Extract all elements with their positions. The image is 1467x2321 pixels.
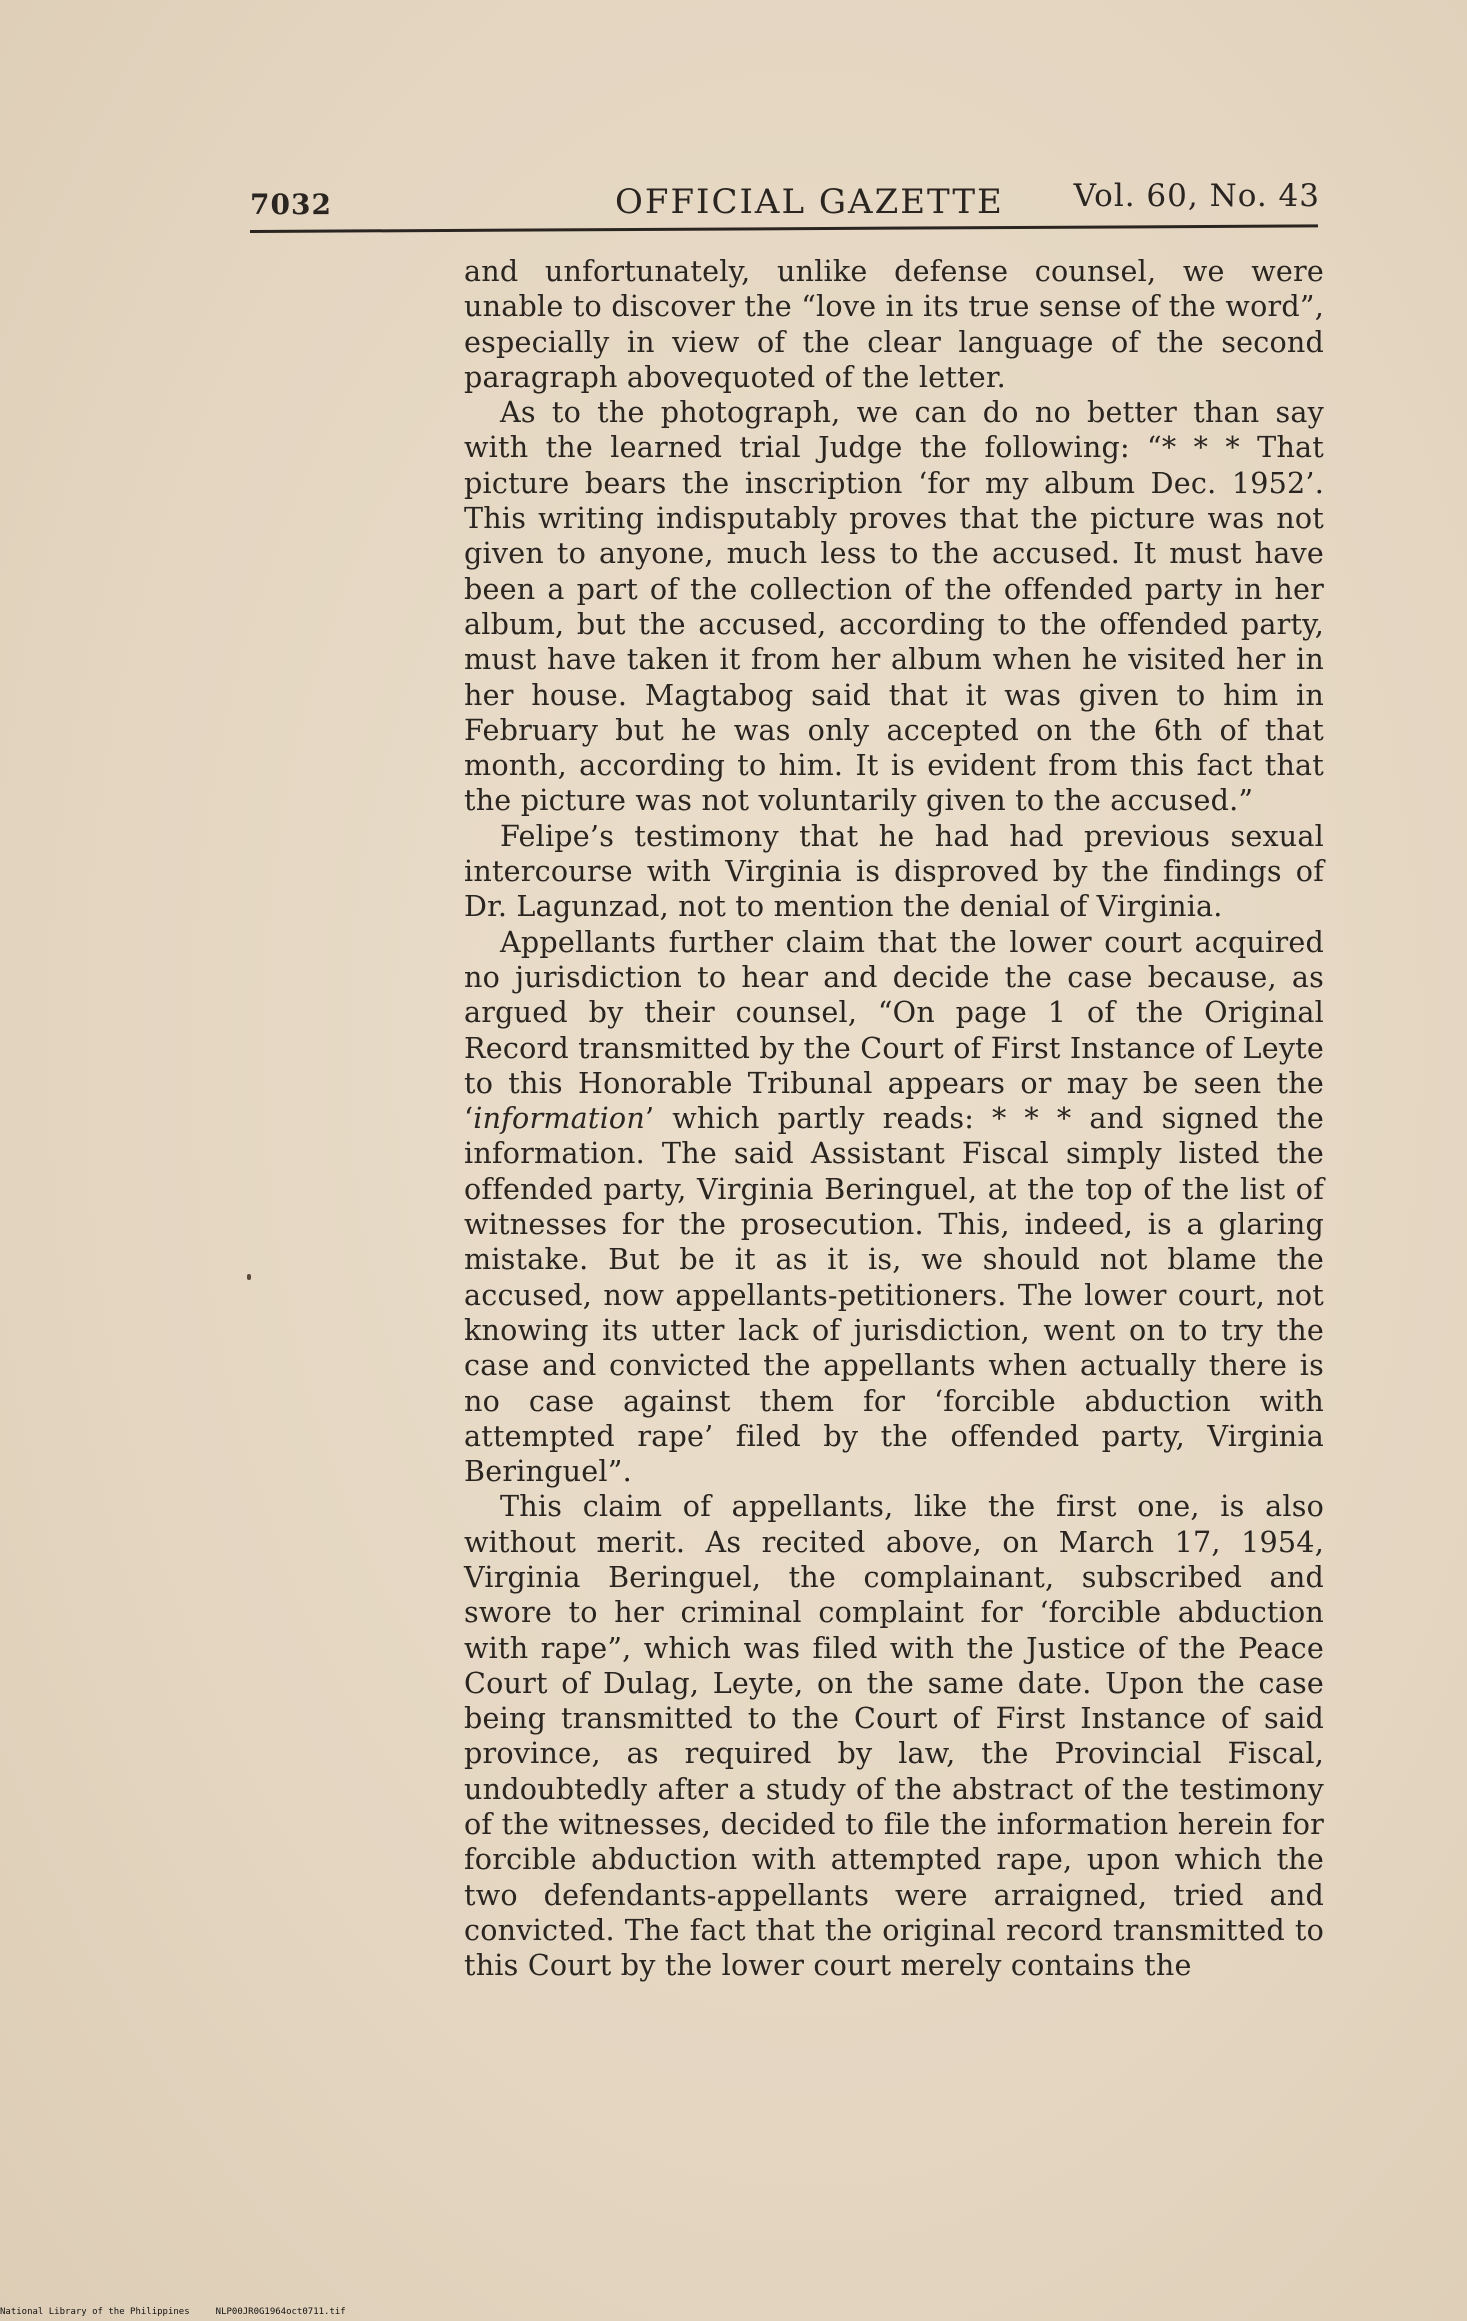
article-body bbox=[464, 254, 1324, 1984]
paragraph-2: As to the photograph, we can do no better than say with the learned trial Judge the following: “* * * That picture bears the inscription ‘for my album Dec. 1952’. This writing indisputably proves that the picture was not given to anyone, much less to the accused. It must have been a part of the collection of the offended party in her album, but the accused, according to the offended party, must have taken it from her album when he visited her in her house. Magtabog said that it was given to him in February but he was only accepted on the 6th of that month, according to him. It is evident from this fact that the picture was not voluntarily given to the accused.” bbox=[464, 395, 1324, 818]
paragraph-4-italic: information bbox=[473, 1101, 645, 1136]
paragraph-4-part-2: ’ which partly reads: * * * and signed the information. The said Assistant Fiscal simply listed the offended party, Virginia Beringuel, at the top of the list of witnesses for the prosecution. This, indeed, is a glaring mistake. But be it as it is, we should not blame the accused, now appellants-petitioners. The lower court, not knowing its utter lack of jurisdiction, went on to try the case and convicted the appellants when actually there is no case against them for ‘forcible abduction with attempted rape’ filed by the offended party, Virginia Beringuel”. bbox=[464, 1101, 1324, 1489]
scan-filename: NLP00JR0G1964oct0711.tif bbox=[215, 2307, 346, 2317]
scan-speck bbox=[247, 1274, 251, 1280]
paragraph-4-part-1: Appellants further claim that the lower court acquired no jurisdiction to hear and decide the case because, as argued by their counsel, “On page 1 of the Original Record transmitted by the Court of First Instance of Leyte to this Honorable Tribunal appears or may be seen the ‘ bbox=[464, 924, 1324, 1136]
paragraph-1: and unfortunately, unlike defense counsel, we were unable to discover the “love in its true sense of the word”, especially in view of the clear language of the second paragraph abovequoted of the letter. bbox=[464, 254, 1324, 394]
scan-footer bbox=[0, 2307, 372, 2317]
paragraph-3: Felipe’s testimony that he had had previous sexual intercourse with Virginia is disproved by the findings of Dr. Lagunzad, not to mention the denial of Virginia. bbox=[464, 818, 1324, 924]
paragraph-5: This claim of appellants, like the first one, is also without merit. As recited above, on March 17, 1954, Virginia Beringuel, the complainant, subscribed and swore to her criminal complaint for ‘forcible abduction with rape”, which was filed with the Justice of the Peace Court of Dulag, Leyte, on the same date. Upon the case being transmitted to the Court of First Instance of said province, as required by law, the Provincial Fiscal, undoubtedly after a study of the abstract of the testimony of the witnesses, decided to file the information herein for forcible abduction with attempted rape, upon which the two defendants-appellants were arraigned, tried and convicted. The fact that the original record transmitted to this Court by the lower court merely contains the bbox=[464, 1489, 1324, 1983]
volume-issue: Vol. 60, No. 43 bbox=[1073, 178, 1320, 214]
running-header bbox=[250, 178, 1320, 228]
page-number: 7032 bbox=[250, 188, 332, 221]
publication-title: OFFICIAL GAZETTE bbox=[615, 182, 1004, 222]
library-credit: National Library of the Philippines bbox=[0, 2307, 190, 2317]
paragraph-4 bbox=[464, 925, 1324, 1490]
